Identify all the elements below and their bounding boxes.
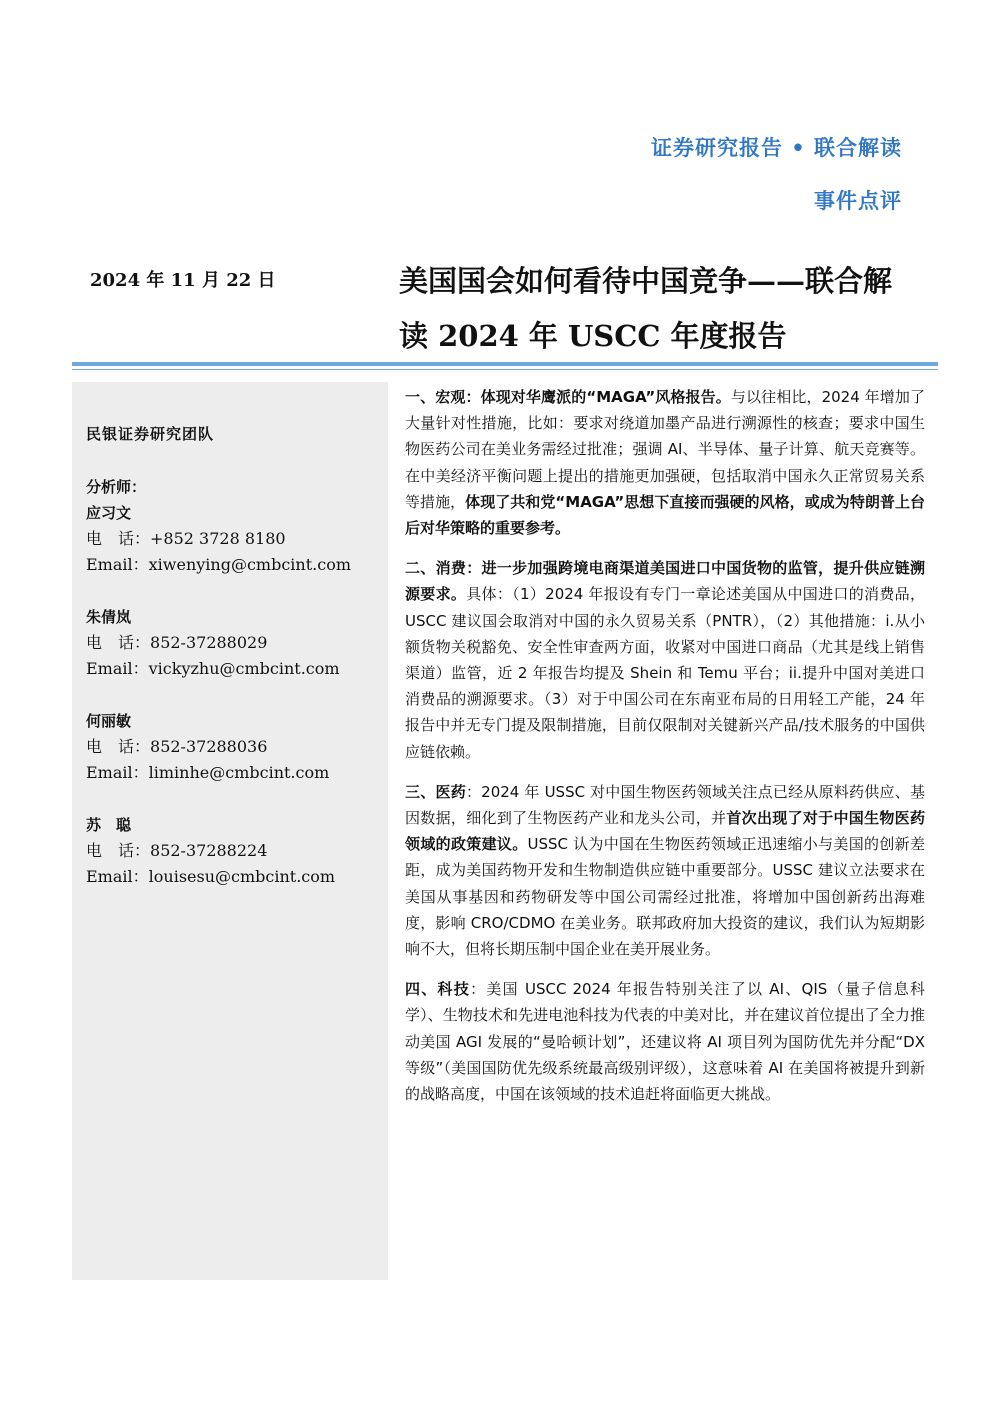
email-label: Email： <box>86 555 149 574</box>
analyst-name: 苏 聪 <box>86 816 132 834</box>
report-body <box>405 384 925 1121</box>
section-heading: 三、医药 <box>405 782 466 801</box>
analyst-email[interactable]: xiwenying@cmbcint.com <box>148 555 351 574</box>
section-heading: 四、科技 <box>405 980 471 999</box>
analyst-email[interactable]: louisesu@cmbcint.com <box>148 867 336 886</box>
analyst-phone: 852-37288029 <box>150 633 268 652</box>
analyst-card <box>86 708 388 786</box>
header-divider-thin <box>72 369 938 370</box>
email-label: Email： <box>86 763 149 782</box>
phone-label: 电 话： <box>86 841 151 860</box>
report-subtype-label: 事件点评 <box>814 189 902 213</box>
header-divider-thick <box>72 362 938 366</box>
title-line-2: 读 2024 年 USCC 年度报告 <box>399 319 787 353</box>
phone-label: 电 话： <box>86 737 151 756</box>
section-text: 与以往相比，2024 年增加了大量针对性措施，比如：要求对绕道加墨产品进行溯源性的核查；要求中国生物医药公司在美业务需经过批准；强调 AI、半导体、量子计算、航天竞赛等。在中美经济平衡问题上提出的措施更加强硬，包括取消中国永久正常贸易关系等措施， <box>405 388 925 511</box>
report-date: 2024 年 11 月 22 日 <box>90 270 276 291</box>
analyst-card <box>86 604 388 682</box>
report-type-label: 证券研究报告 • 联合解读 <box>650 136 902 160</box>
section-heading: 二、消费：进一步加强跨境电商渠道美国进口中国货物的监管，提升供应链溯源要求。 <box>405 559 925 604</box>
analyst-email[interactable]: vickyzhu@cmbcint.com <box>148 659 340 678</box>
analyst-name: 何丽敏 <box>86 712 132 730</box>
analyst-name: 朱倩岚 <box>86 608 132 626</box>
phone-label: 电 话： <box>86 529 151 548</box>
analyst-email[interactable]: liminhe@cmbcint.com <box>148 763 330 782</box>
analyst-phone: +852 3728 8180 <box>150 529 286 548</box>
section-consumer <box>405 555 925 765</box>
section-text: ：2024 年 USSC 对中国生物医药领域关注点已经从原料药供应、基因数据，细化到了生物医药产业和龙头公司，并 <box>405 782 925 828</box>
analyst-sidebar <box>72 382 388 1280</box>
analyst-card <box>86 812 388 890</box>
team-name: 民银证券研究团队 <box>86 425 215 443</box>
email-label: Email： <box>86 867 149 886</box>
analyst-card <box>86 500 388 578</box>
analyst-phone: 852-37288036 <box>150 737 268 756</box>
section-pharma <box>405 779 925 962</box>
section-macro <box>405 384 925 541</box>
section-highlight: 首次出现了对于中国生物医药领域的政策建议。 <box>405 809 925 854</box>
analyst-name: 应习文 <box>86 504 132 522</box>
report-title <box>399 254 919 364</box>
title-line-1: 美国国会如何看待中国竞争——联合解 <box>399 264 893 298</box>
analyst-header: 分析师： <box>86 478 147 496</box>
section-heading: 一、宏观：体现对华鹰派的“MAGA”风格报告。 <box>405 388 731 406</box>
section-highlight: 体现了共和党“MAGA”思想下直接而强硬的风格，或成为特朗普上台后对华策略的重要参考。 <box>405 492 925 538</box>
section-text: 具体：（1）2024 年报设有专门一章论述美国从中国进口的消费品，USCC 建议国会取消对中国的永久贸易关系（PNTR），（2）其他措施：i.从小额货物关税豁免、安全性审查两方面，收紧对中国进口商品（尤其是线上销售渠道）监管，近 2 年报告均提及 Shein 和 Temu 平台；ii.提升中国对美进口消费品的溯源要求。（3）对于中国公司在东南亚布局的日用轻工产能，24 年报告中并无专门提及限制措施，目前仅限制对关键新兴产品/技术服务的中国供应链依赖。 <box>405 585 925 761</box>
section-tech <box>405 976 925 1107</box>
phone-label: 电 话： <box>86 633 151 652</box>
analyst-phone: 852-37288224 <box>150 841 268 860</box>
section-text-continued: USSC 认为中国在生物医药领域正迅速缩小与美国的创新差距，成为美国药物开发和生物制造供应链中重要部分。USSC 建议立法要求在美国从事基因和药物研发等中国公司需经过批准，将增加中国创新药出海难度，影响 CRO/CDMO 在美业务。联邦政府加大投资的建议，我们认为短期影响不大，但将长期压制中国企业在美开展业务。 <box>405 835 925 959</box>
section-text: ：美国 USCC 2024 年报告特别关注了以 AI、QIS（量子信息科学）、生物技术和先进电池科技为代表的中美对比，并在建议首位提出了全力推动美国 AGI 发展的“曼哈顿计划”，还建议将 AI 项目列为国防优先并分配“DX 等级”（美国国防优先级系统最高级别评级），这意味着 AI 在美国将被提升到新的战略高度，中国在该领域的技术追赶将面临更大挑战。 <box>405 980 925 1104</box>
email-label: Email： <box>86 659 149 678</box>
